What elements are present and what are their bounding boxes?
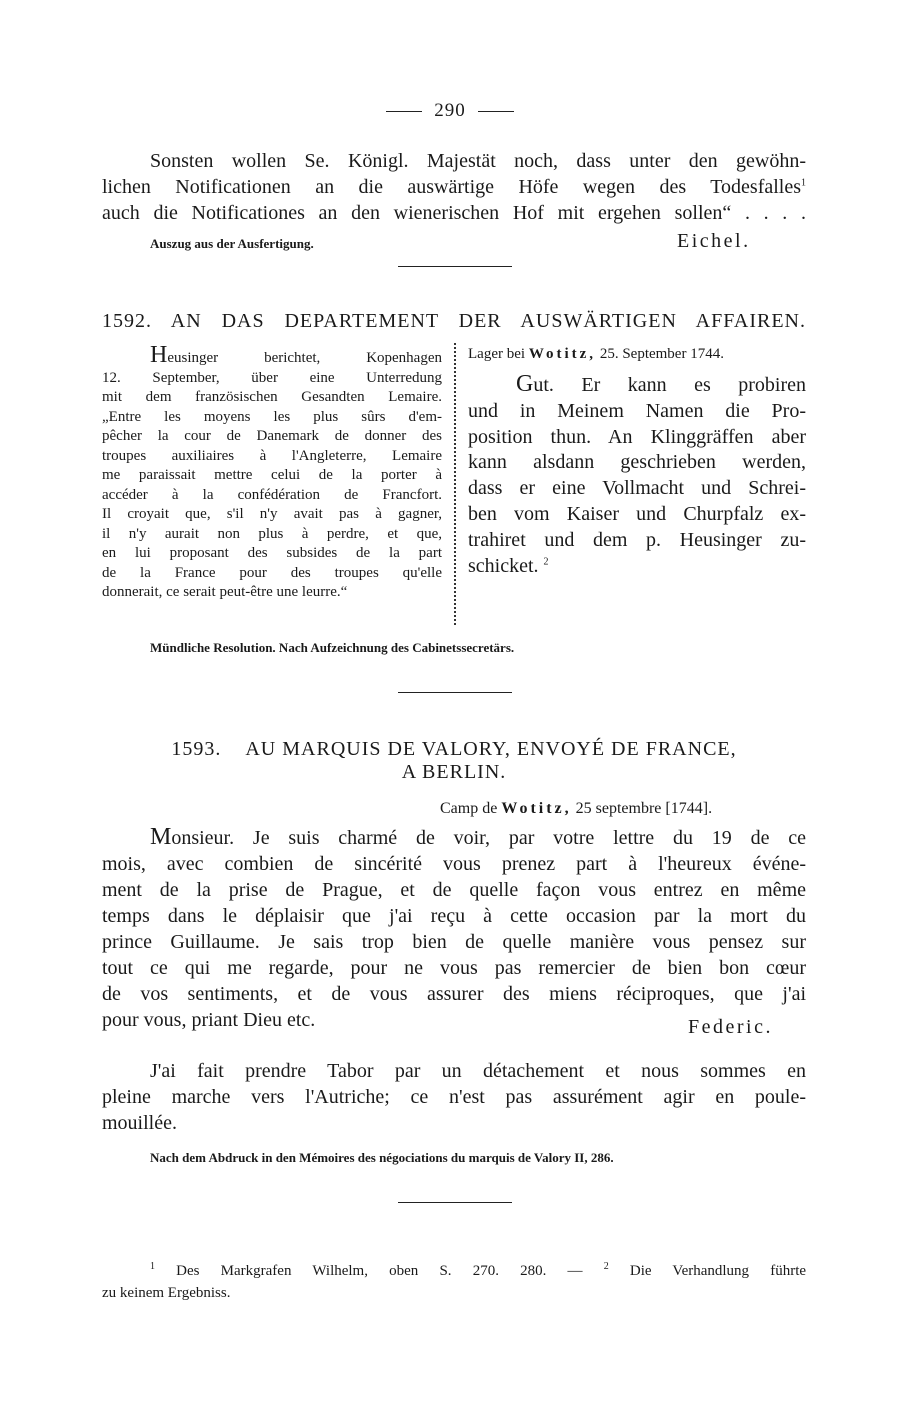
drop-cap: H xyxy=(150,342,168,368)
letter-1592-right-column xyxy=(468,372,806,579)
right-line: dass er eine Vollmacht und Schrei- xyxy=(468,477,806,500)
left-line-text: eusinger berichtet, Kopenhagen xyxy=(167,350,442,366)
body-line: ment de la prise de Prague, et de quelle façon vous entrez en même xyxy=(102,879,806,901)
body-line: mois, avec combien de sincérité vous prenez part à l'heureux événe- xyxy=(102,853,806,875)
letter-1593-postscript xyxy=(102,1058,806,1136)
letter-1593-source: Nach dem Abdruck in den Mémoires des négociations du marquis de Valory II, 286. xyxy=(150,1150,614,1165)
left-line: troupes auxiliaires à l'Angleterre, Lemaire xyxy=(102,447,442,464)
body-line xyxy=(102,824,806,851)
page-number: 290 xyxy=(434,100,466,121)
left-line: pêcher la cour de Danemark de donner des xyxy=(102,428,442,444)
column-separator xyxy=(454,343,456,625)
left-line xyxy=(102,342,442,369)
prev-letter-source: Auszug aus der Ausfertigung. xyxy=(150,236,314,251)
postscript-line: J'ai fait prendre Tabor par un détachement et nous sommes en xyxy=(150,1060,806,1082)
footnotes xyxy=(102,1260,806,1304)
right-line: position thun. An Klinggräffen aber xyxy=(468,425,806,448)
right-line: trahiret und dem p. Heusinger zu- xyxy=(468,528,806,551)
left-line: il n'y aurait non plus à perdre, et que, xyxy=(102,525,442,542)
drop-cap: G xyxy=(516,371,534,397)
left-line: en lui proposant des subsides de la part xyxy=(102,545,442,561)
dateline-prefix: Camp de xyxy=(440,800,498,817)
left-line: me paraissait mettre celui de la porter à xyxy=(102,467,442,483)
letter-1592-dateline xyxy=(468,346,806,363)
prev-letter-line-text: lichen Notificationen an die auswärtige Höfe wegen des Todesfalles xyxy=(102,176,801,198)
footnote-ref: 1 xyxy=(801,177,806,189)
prev-letter-line xyxy=(102,174,806,200)
letter-title: AN DAS DEPARTEMENT DER AUSWÄRTIGEN AFFAIREN. xyxy=(170,310,806,332)
postscript-line: pleine marche vers l'Autriche; ce n'est pas assurément agir en poule- xyxy=(102,1086,806,1108)
left-line: Il croyait que, s'il n'y avait pas à gagner, xyxy=(102,506,442,522)
prev-letter-line: Sonsten wollen Se. Königl. Majestät noch, dass unter den gewöhn- xyxy=(150,150,806,172)
right-line xyxy=(468,554,806,580)
section-divider xyxy=(398,692,512,693)
drop-cap: M xyxy=(150,824,172,850)
letter-title-line-2: A BERLIN. xyxy=(401,761,507,783)
left-line: 12. September, über eine Unterredung xyxy=(102,369,442,386)
letter-1592-source: Mündliche Resolution. Nach Aufzeichnung des Cabinetssecretärs. xyxy=(150,640,515,655)
letter-1593-dateline xyxy=(440,800,712,818)
letter-1593-body xyxy=(102,824,806,1033)
letter-1592-heading xyxy=(102,310,806,333)
footnote-marker: 2 xyxy=(603,1261,609,1272)
right-line xyxy=(468,372,806,399)
footnote-ref: 2 xyxy=(543,555,549,567)
letter-number: 1593. xyxy=(171,738,222,760)
dateline-date: 25 septembre [1744]. xyxy=(575,800,713,817)
section-divider xyxy=(398,266,512,267)
letter-1592-left-column xyxy=(102,342,442,603)
footnote-line: zu keinem Ergebniss. xyxy=(102,1285,231,1301)
dateline-place: Wotitz, xyxy=(528,346,597,362)
left-line: „Entre les moyens les plus sûrs d'em- xyxy=(102,408,442,425)
prev-letter-body xyxy=(102,148,806,226)
footnote-text: Die Verhandlung führte xyxy=(629,1263,807,1279)
body-line: prince Guillaume. Je sais trop bien de quelle manière vous pensez sur xyxy=(102,931,806,953)
footnote-marker: 1 xyxy=(150,1261,155,1272)
left-line: mit dem französischen Gesandten Lemaire. xyxy=(102,389,442,405)
page-number-dash-left xyxy=(386,111,422,112)
body-line: tout ce qui me regarde, pour ne vous pas remercier de bien bon cœur xyxy=(102,957,806,979)
letter-1593-heading xyxy=(102,738,806,784)
letter-1593-signature: Federic. xyxy=(688,1016,773,1038)
prev-letter-line: auch die Notificationes an den wienerischen Hof mit ergehen sollen“ . . . . xyxy=(102,202,806,224)
right-line: und in Meinem Namen die Pro- xyxy=(468,399,806,422)
footnote-line xyxy=(102,1260,806,1282)
right-line-text: ut. Er kann es probiren xyxy=(533,374,806,396)
body-line: pour vous, priant Dieu etc. xyxy=(102,1009,316,1031)
page-number-header xyxy=(0,100,900,122)
left-line: donnerait, ce serait peut-être une leurre.“ xyxy=(102,584,348,600)
heading-line-1 xyxy=(102,738,806,761)
body-line-text: onsieur. Je suis charmé de voir, par votre lettre du 19 de ce xyxy=(171,827,806,849)
postscript-line: mouillée. xyxy=(102,1112,177,1134)
right-line-text: schicket. xyxy=(468,554,539,577)
body-line: de vos sentiments, et de vous assurer des miens réciproques, que j'ai xyxy=(102,983,806,1005)
footnote-text: Des Markgrafen Wilhelm, oben S. 270. 280. — xyxy=(176,1263,583,1279)
letter-title-line-1: AU MARQUIS DE VALORY, ENVOYÉ DE FRANCE, xyxy=(245,738,737,760)
left-line: de la France pour des troupes qu'elle xyxy=(102,564,442,581)
dateline-date: 25. September 1744. xyxy=(599,346,724,362)
section-divider xyxy=(398,1202,512,1203)
dateline-place: Wotitz, xyxy=(501,800,572,817)
letter-number: 1592. xyxy=(102,310,152,332)
right-line: kann alsdann geschrieben werden, xyxy=(468,451,806,474)
prev-letter-signature: Eichel. xyxy=(677,230,751,252)
body-line: temps dans le déplaisir que j'ai reçu à cette occasion par la mort du xyxy=(102,905,806,927)
left-line: accéder à la confédération de Francfort. xyxy=(102,486,442,503)
page-number-dash-right xyxy=(478,111,514,112)
dateline-prefix: Lager bei xyxy=(468,346,526,362)
right-line: ben vom Kaiser und Churpfalz ex- xyxy=(468,502,806,525)
